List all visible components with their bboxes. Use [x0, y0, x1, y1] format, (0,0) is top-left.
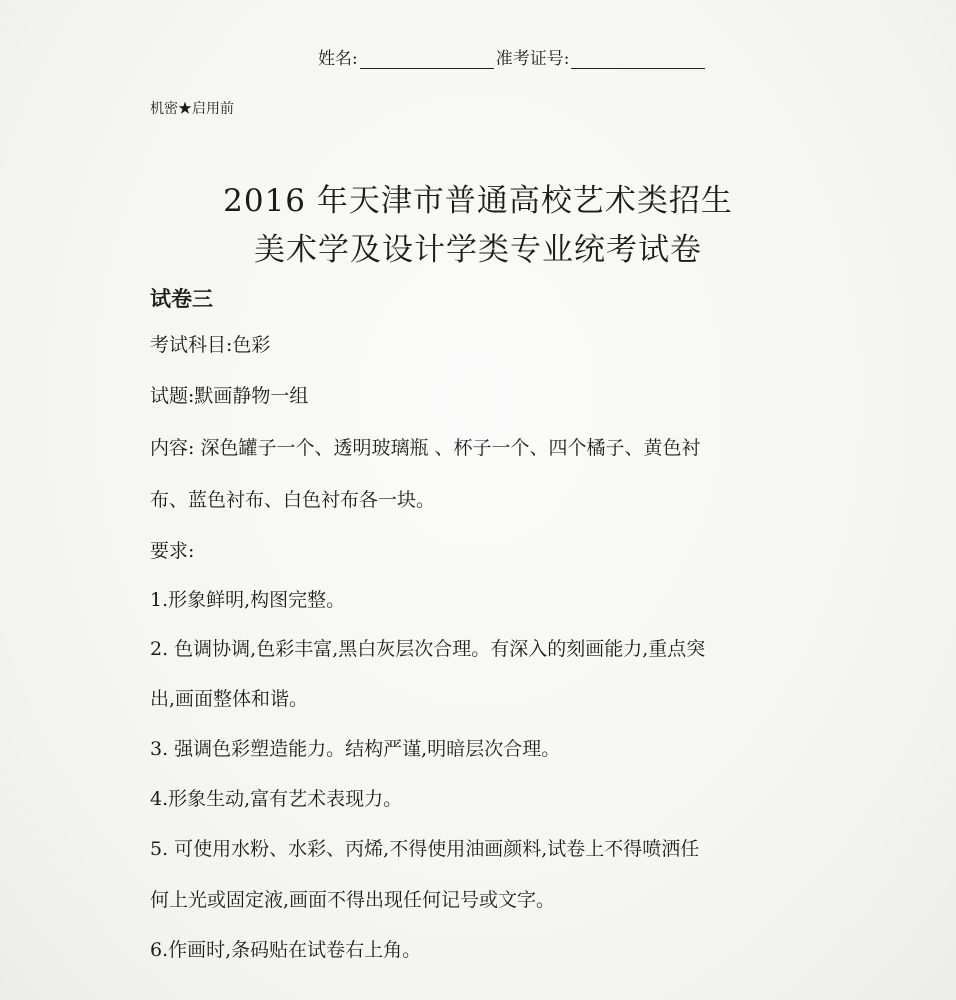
requirement-1: 1.形象鲜明,构图完整。: [150, 589, 346, 611]
confidential-notice: 机密★启用前: [150, 101, 234, 117]
exam-title-line-2: 美术学及设计学类专业统考试卷: [254, 232, 702, 268]
exam-question: 试题:默画静物一组: [150, 385, 309, 407]
requirements-label: 要求:: [150, 540, 195, 562]
content-line-2: 布、蓝色衬布、白色衬布各一块。: [150, 489, 436, 511]
exam-id-label: 准考证号:: [495, 49, 570, 69]
requirement-2-line-1: 2. 色调协调,色彩丰富,黑白灰层次合理。有深入的刻画能力,重点突: [150, 638, 706, 660]
requirement-2-line-2: 出,画面整体和谐。: [150, 688, 309, 710]
name-blank-line: [360, 50, 494, 69]
name-label: 姓名:: [318, 49, 358, 69]
paper-number: 试卷三: [150, 286, 213, 311]
requirement-5-line-1: 5. 可使用水粉、水彩、丙烯,不得使用油画颜料,试卷上不得喷洒任: [150, 838, 700, 860]
requirement-4: 4.形象生动,富有艺术表现力。: [150, 788, 403, 810]
candidate-info-fields: [318, 44, 707, 69]
requirement-3: 3. 强调色彩塑造能力。结构严谨,明暗层次合理。: [150, 738, 561, 760]
requirement-6: 6.作画时,条码贴在试卷右上角。: [150, 939, 422, 961]
exam-title-line-1: 2016 年天津市普通高校艺术类招生: [223, 183, 733, 219]
exam-subject: 考试科目:色彩: [150, 334, 271, 356]
exam-id-blank-line: [571, 50, 705, 69]
content-line-1: 内容: 深色罐子一个、透明玻璃瓶 、杯子一个、四个橘子、黄色衬: [150, 437, 701, 459]
requirement-5-line-2: 何上光或固定液,画面不得出现任何记号或文字。: [150, 889, 556, 911]
